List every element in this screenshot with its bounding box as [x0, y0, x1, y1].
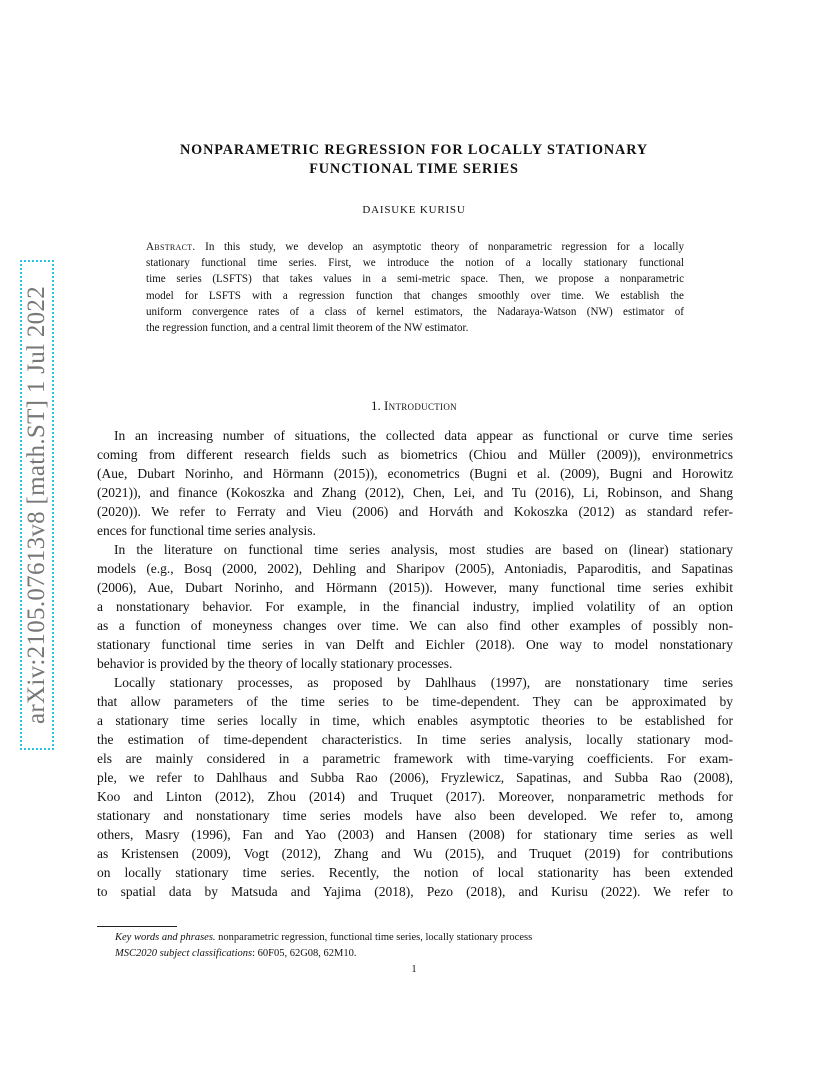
body-line: as a function of moneyness changes over time. We can also find other examples of possibly non-	[97, 618, 733, 633]
body-line: (2006), Aue, Dubart Norinho, and Hörmann (2015)). However, many functional time series exhibit	[97, 580, 733, 595]
body-line: behavior is provided by the theory of locally stationary processes.	[97, 656, 453, 671]
body-line: (Aue, Dubart Norinho, and Hörmann (2015)), econometrics (Bugni et al. (2009), Bugni and Horowitz	[97, 466, 733, 481]
body-line: as Kristensen (2009), Vogt (2012), Zhang and Wu (2015), and Truquet (2019) for contributions	[97, 846, 733, 861]
body-line: others, Masry (1996), Fan and Yao (2003) and Hansen (2008) for stationary time series as well	[97, 827, 733, 842]
body-line: that allow parameters of the time series to be time-dependent. They can be approximated by	[97, 694, 733, 709]
keywords-text: nonparametric regression, functional time series, locally stationary process	[218, 932, 533, 943]
paper-title-line-2: FUNCTIONAL TIME SERIES	[309, 161, 519, 177]
body-line: In an increasing number of situations, the collected data appear as functional or curve time series	[114, 428, 733, 443]
section-title: Introduction	[384, 398, 457, 413]
keywords-label: Key words and phrases.	[115, 932, 216, 943]
body-line: In the literature on functional time series analysis, most studies are based on (linear) stationary	[114, 542, 733, 557]
abstract-line: stationary functional time series. First, we introduce the notion of a locally stationary functional	[146, 257, 684, 270]
section-number: 1.	[371, 398, 381, 413]
abstract	[146, 239, 684, 336]
msc-label: MSC2020 subject classifications	[115, 948, 253, 959]
body-line: Koo and Linton (2012), Zhou (2014) and Truquet (2017). Moreover, nonparametric methods for	[97, 789, 733, 804]
body-line: a stationary time series locally in time, which enables asymptotic theories to be established for	[97, 713, 733, 728]
abstract-label: Abstract.	[146, 241, 196, 253]
section-heading	[0, 398, 828, 414]
body-line: on locally stationary time series. Recently, the notion of local stationarity has been extended	[97, 865, 733, 880]
paper-title-line-1: NONPARAMETRIC REGRESSION FOR LOCALLY STATIONARY	[179, 142, 648, 158]
body-line: a nonstationary behavior. For example, in the financial industry, implied volatility of an option	[97, 599, 733, 614]
body-line: ences for functional time series analysis.	[97, 523, 316, 538]
footnote-msc	[115, 948, 357, 959]
abstract-line	[146, 239, 684, 255]
body-line: models (e.g., Bosq (2000, 2002), Dehling and Sharipov (2005), Antoniadis, Paparoditis, and Sapatinas	[97, 561, 733, 576]
body-line: coming from different research fields such as biometrics (Chiou and Müller (2009)), environmetrics	[97, 447, 733, 462]
arxiv-identifier[interactable]: arXiv:2105.07613v8 [math.ST] 1 Jul 2022	[23, 285, 50, 725]
body-line: ple, we refer to Dahlhaus and Subba Rao (2006), Fryzlewicz, Sapatinas, and Subba Rao (2008),	[97, 770, 733, 785]
arxiv-identifier-box[interactable]	[20, 260, 54, 750]
introduction-body	[97, 426, 733, 901]
footnote-keywords	[115, 932, 532, 943]
body-line: stationary functional time series in van Delft and Eichler (2018). One way to model nonstationary	[97, 637, 733, 652]
body-line: Locally stationary processes, as proposed by Dahlhaus (1997), are nonstationary time series	[114, 675, 733, 690]
abstract-line: time series (LSFTS) that takes values in a semi-metric space. Then, we propose a nonparametric	[146, 273, 684, 286]
author-name: DAISUKE KURISU	[362, 204, 466, 216]
body-line: the estimation of time-dependent characteristics. In time series analysis, locally stationary mod-	[97, 732, 733, 747]
body-line: stationary and nonstationary time series models have also been developed. We refer to, among	[97, 808, 733, 823]
body-line: to spatial data by Matsuda and Yajima (2018), Pezo (2018), and Kurisu (2022). We refer to	[97, 884, 733, 899]
body-line: (2021)), and finance (Kokoszka and Zhang (2012), Chen, Lei, and Tu (2016), Li, Robinson, and Shang	[97, 485, 733, 500]
msc-text: : 60F05, 62G08, 62M10.	[252, 948, 357, 959]
page-number: 1	[411, 964, 417, 975]
footnote-rule	[97, 926, 177, 927]
abstract-line: the regression function, and a central limit theorem of the NW estimator.	[146, 322, 469, 335]
body-line: (2020)). We refer to Ferraty and Vieu (2006) and Horváth and Kokoszka (2012) as standard refer-	[97, 504, 733, 519]
abstract-line: model for LSFTS with a regression function that changes smoothly over time. We establish the	[146, 289, 684, 302]
abstract-text: In this study, we develop an asymptotic theory of nonparametric regression for a locally	[205, 241, 684, 253]
body-line: els are mainly considered in a parametric framework with time-varying coefficients. For exam-	[97, 751, 733, 766]
abstract-line: uniform convergence rates of a class of kernel estimators, the Nadaraya-Watson (NW) estimator of	[146, 305, 684, 318]
